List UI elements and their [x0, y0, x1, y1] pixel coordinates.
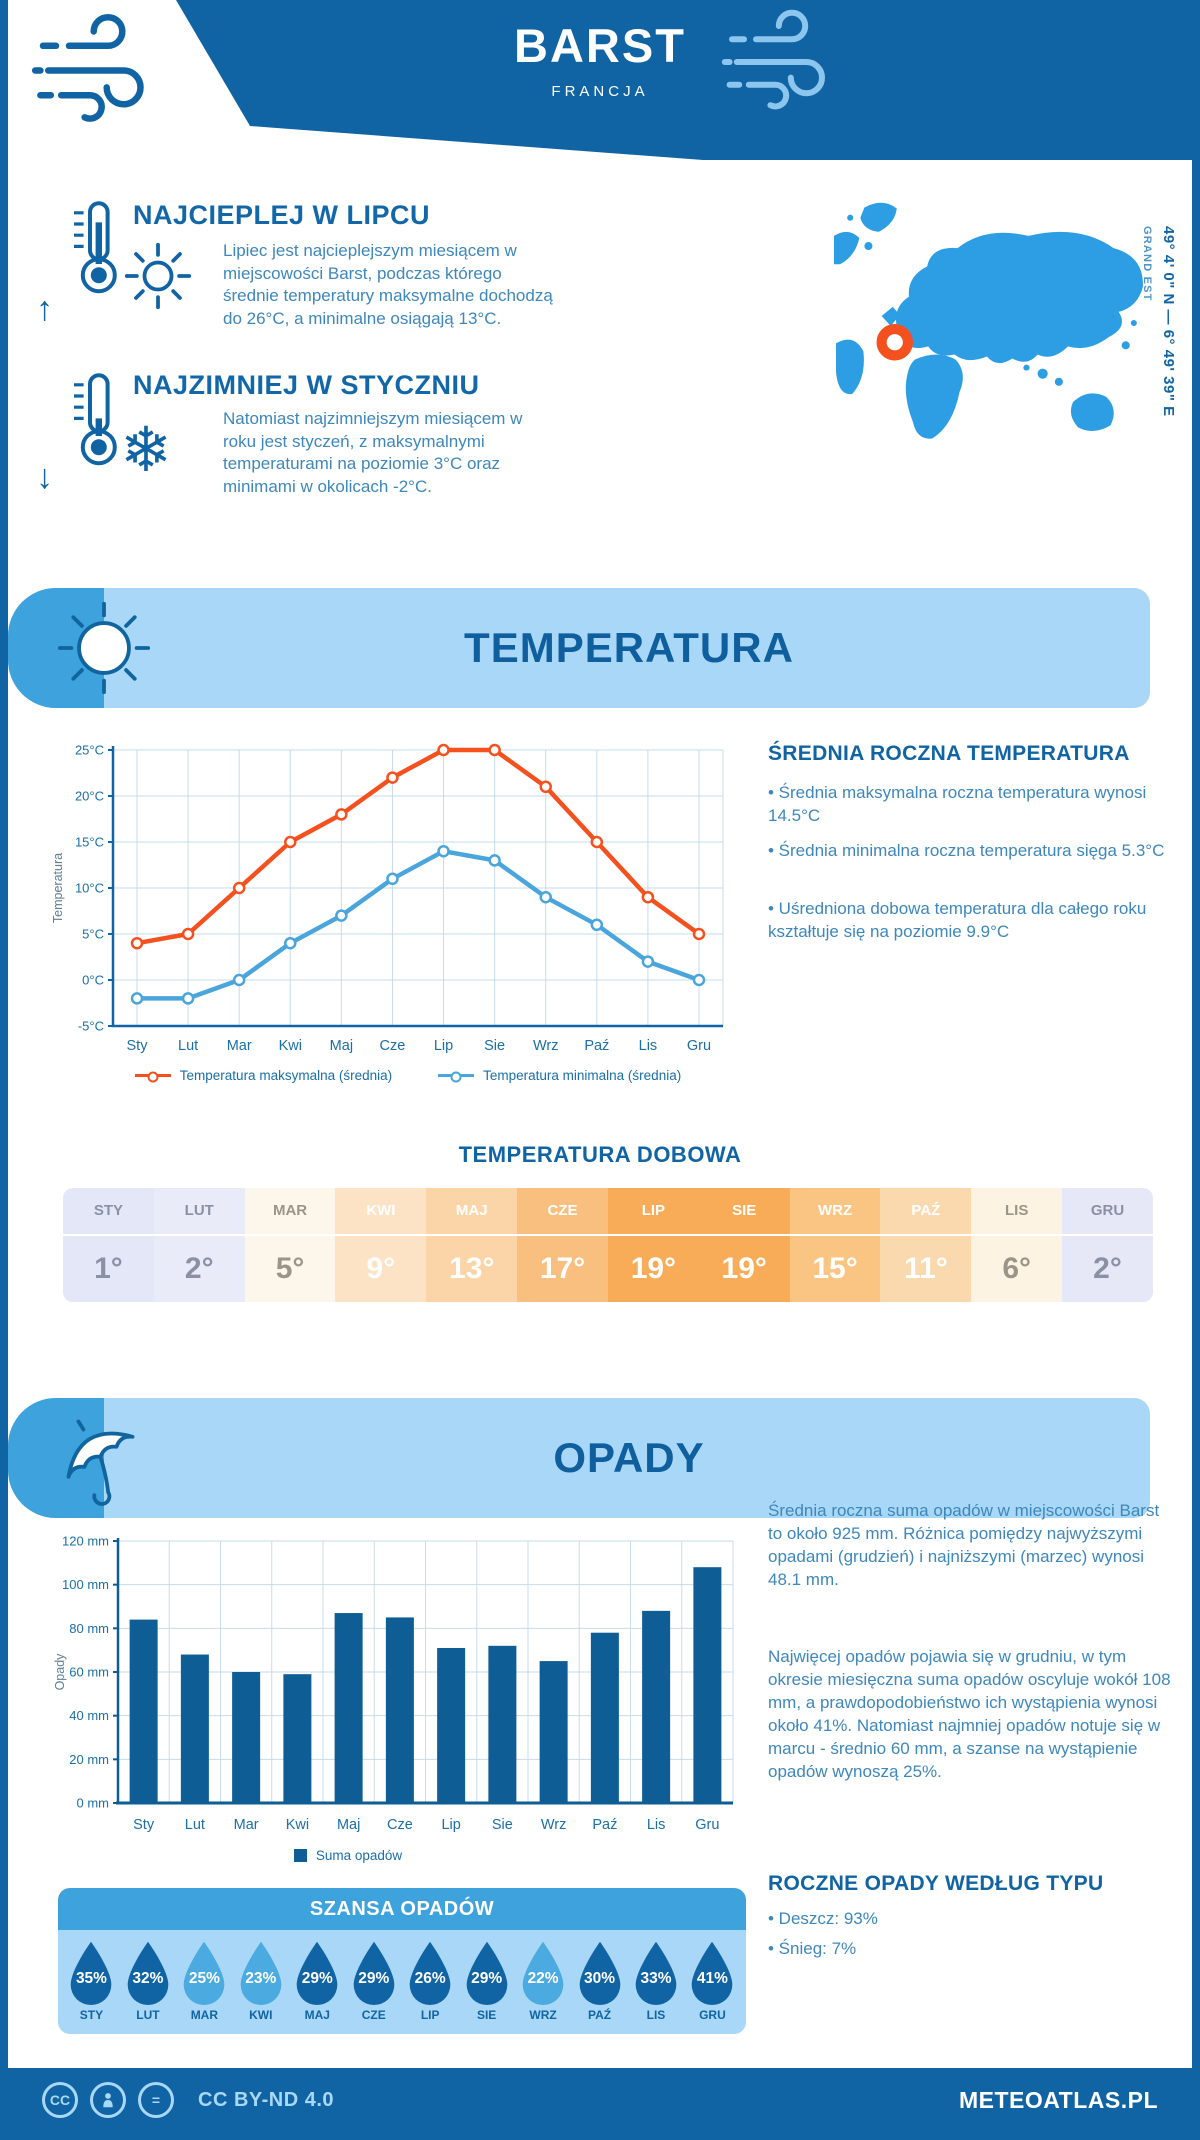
- rain-chance-drop-KWI: [234, 1940, 288, 2024]
- precipitation-paragraph-1: Średnia roczna suma opadów w miejscowości Barst to około 925 mm. Różnica pomiędzy najwyższymi opadami (grudzień) i najniższymi (marzec) wynosi 48.1 mm.: [768, 1501, 1160, 1589]
- warmest-text: Lipiec jest najcieplejszym miesiącem w miejscowości Barst, podczas którego średnie temperatury maksymalne dochodzą do 26°C, a minimalne osiągają 13°C.: [223, 241, 553, 328]
- precipitation-type-snow: • Śnieg: 7%: [768, 1939, 857, 1958]
- rain-chance-panel: [58, 1888, 746, 2034]
- temperature-chart-legend: [48, 1068, 768, 1083]
- x-tick-label: Sty: [126, 1038, 148, 1054]
- svg-text:25°C: 25°C: [74, 742, 104, 758]
- x-tick-label: Lip: [433, 1038, 454, 1054]
- daily-table-value-PAŹ: 11°: [880, 1236, 971, 1302]
- x-tick-label: Gru: [686, 1038, 712, 1054]
- x-tick-label: Paź: [584, 1038, 610, 1054]
- rain-chance-percent: 33%: [640, 1970, 672, 1987]
- legend-item-min: [438, 1068, 681, 1083]
- daily-table-month-WRZ: WRZ: [790, 1188, 881, 1234]
- rain-chance-drop-CZE: [347, 1940, 401, 2024]
- axis-tick-labels: [75, 743, 104, 1034]
- series-line-0: [137, 750, 699, 943]
- daily-table-month-SIE: SIE: [699, 1188, 790, 1234]
- x-tick-label: Kwi: [285, 1817, 310, 1833]
- x-tick-label: Sie: [491, 1817, 513, 1833]
- rain-chance-drop-PAŹ: [573, 1940, 627, 2024]
- coordinates-label: 49° 4' 0" N — 6° 49' 39" E: [1160, 226, 1177, 417]
- annual-temperature-title: ŚREDNIA ROCZNA TEMPERATURA: [768, 742, 1130, 765]
- temperature-section-title: TEMPERATURA: [464, 624, 794, 671]
- cc-icon: CC: [42, 2082, 78, 2118]
- precipitation-chart-legend: [68, 1848, 628, 1863]
- coldest-title: NAJZIMNIEJ W STYCZNIU: [133, 370, 480, 400]
- x-tick-label: Lip: [441, 1817, 461, 1833]
- rain-chance-drops: [58, 1930, 746, 2034]
- rain-chance-percent: 32%: [132, 1970, 164, 1987]
- bar-Maj: [335, 1613, 363, 1803]
- svg-text:15°C: 15°C: [74, 834, 104, 850]
- daily-table-month-LIS: LIS: [971, 1188, 1062, 1234]
- gridlines: [113, 750, 723, 1026]
- warmest-title: NAJCIEPLEJ W LIPCU: [133, 200, 431, 230]
- x-tick-label: Paź: [592, 1817, 618, 1833]
- legend-item-max: [135, 1068, 392, 1083]
- svg-text:10°C: 10°C: [74, 880, 104, 896]
- rain-chance-drop-MAR: [177, 1940, 231, 2024]
- series-line-1: [137, 851, 699, 998]
- daily-table-header-row: [63, 1188, 1153, 1234]
- rain-chance-drop-MAJ: [290, 1940, 344, 2024]
- daily-table-value-CZE: 17°: [517, 1236, 608, 1302]
- rain-chance-month: GRU: [699, 2008, 726, 2022]
- x-tick-label: Lis: [646, 1817, 666, 1833]
- wind-icon: [30, 12, 160, 132]
- bar-Lip: [437, 1648, 465, 1803]
- snowflake-icon: ❄: [120, 416, 172, 485]
- x-tick-label: Lut: [178, 1038, 199, 1054]
- stat-max-annual: • Średnia maksymalna roczna temperatura wynosi 14.5°C: [768, 783, 1147, 825]
- svg-text:5°C: 5°C: [82, 926, 104, 942]
- daily-table-value-MAJ: 13°: [426, 1236, 517, 1302]
- bar-Lut: [181, 1655, 209, 1803]
- y-tick-label: 80 mm: [69, 1620, 109, 1636]
- rain-chance-percent: 22%: [527, 1970, 559, 1987]
- rain-chance-percent: 25%: [188, 1970, 220, 1987]
- rain-chance-month: LIS: [646, 2008, 666, 2022]
- legend-label-min: Temperatura minimalna (średnia): [483, 1068, 682, 1083]
- daily-table-value-LUT: 2°: [154, 1236, 245, 1302]
- bar-Sie: [488, 1646, 516, 1803]
- world-map: [834, 192, 1148, 448]
- rain-chance-drop-WRZ: [516, 1940, 570, 2024]
- rain-chance-month: LUT: [136, 2008, 160, 2022]
- region-label: GRAND EST: [1141, 226, 1153, 302]
- daily-table-month-LUT: LUT: [154, 1188, 245, 1234]
- daily-table-month-GRU: GRU: [1062, 1188, 1153, 1234]
- svg-text:0°C: 0°C: [82, 972, 104, 988]
- site-name: METEOATLAS.PL: [958, 2086, 1158, 2113]
- x-tick-label: Wrz: [540, 1817, 567, 1833]
- rain-chance-percent: 30%: [584, 1970, 616, 1987]
- bar-Kwi: [283, 1674, 311, 1803]
- x-tick-label: Maj: [336, 1817, 361, 1833]
- precipitation-paragraph-2: Najwięcej opadów pojawia się w grudniu, w tym okresie miesięczna suma opadów oscyluje wokół 108 mm, a prawdopodobieństwo ich wystąpienia wynosi około 41%. Natomiast najmniej opadów notuje się w marcu - średnio 60 mm, a szanse na wystąpienie opadów wynoszą 25%.: [768, 1647, 1171, 1781]
- gridlines: [118, 1541, 733, 1803]
- rain-chance-month: MAR: [190, 2008, 219, 2022]
- rain-chance-month: CZE: [361, 2008, 386, 2022]
- daily-table-value-STY: 1°: [63, 1236, 154, 1302]
- page-title: BARST: [514, 19, 686, 72]
- x-tick-label: Lis: [638, 1038, 658, 1054]
- rain-chance-month: MAJ: [304, 2008, 330, 2022]
- x-tick-label: Cze: [386, 1817, 413, 1833]
- location-marker: [882, 329, 908, 355]
- x-tick-label: Maj: [329, 1038, 354, 1054]
- rain-chance-drop-STY: [64, 1940, 118, 2024]
- rain-chance-percent: 29%: [471, 1970, 503, 1987]
- no-derivatives-icon: =: [138, 2082, 174, 2118]
- precipitation-section-title: OPADY: [553, 1434, 705, 1481]
- stat-daily-annual: • Uśredniona dobowa temperatura dla całego roku kształtuje się na poziomie 9.9°C: [768, 899, 1147, 941]
- daily-table-month-MAJ: MAJ: [426, 1188, 517, 1234]
- precipitation-type-rain: • Deszcz: 93%: [768, 1909, 878, 1928]
- temperature-chart: [48, 736, 768, 1066]
- bar-Wrz: [540, 1661, 568, 1803]
- rain-chance-month: WRZ: [529, 2008, 557, 2022]
- x-tick-label: Mar: [233, 1817, 259, 1833]
- legend-label-max: Temperatura maksymalna (średnia): [179, 1068, 393, 1083]
- daily-temperature-table: [63, 1188, 1153, 1302]
- bar-Gru: [693, 1567, 721, 1803]
- bar-Paź: [591, 1633, 619, 1803]
- bar-Mar: [232, 1672, 260, 1803]
- axes: [113, 746, 723, 1026]
- daily-table-month-CZE: CZE: [517, 1188, 608, 1234]
- svg-text:-5°C: -5°C: [77, 1018, 104, 1034]
- x-tick-label: Sie: [484, 1038, 506, 1054]
- rain-chance-percent: 35%: [75, 1970, 107, 1987]
- daily-table-month-MAR: MAR: [245, 1188, 336, 1234]
- sun-icon: [120, 238, 196, 314]
- y-tick-label: 0 mm: [76, 1795, 109, 1811]
- rain-chance-percent: 41%: [696, 1970, 728, 1987]
- rain-chance-month: SIE: [476, 2008, 497, 2022]
- x-tick-label: Lut: [184, 1817, 205, 1833]
- daily-table-value-LIS: 6°: [971, 1236, 1062, 1302]
- x-tick-label: Wrz: [532, 1038, 559, 1054]
- daily-table-value-WRZ: 15°: [790, 1236, 881, 1302]
- rain-chance-percent: 29%: [301, 1970, 333, 1987]
- rain-chance-drop-LIS: [629, 1940, 683, 2024]
- daily-table-value-KWI: 9°: [335, 1236, 426, 1302]
- daily-table-value-GRU: 2°: [1062, 1236, 1153, 1302]
- y-axis-title: Opady: [53, 1653, 67, 1691]
- y-axis-title: Temperatura: [51, 852, 65, 924]
- rain-chance-drop-LIP: [403, 1940, 457, 2024]
- daily-table-month-STY: STY: [63, 1188, 154, 1234]
- bar-Sty: [130, 1620, 158, 1803]
- stat-min-annual: • Średnia minimalna roczna temperatura sięga 5.3°C: [768, 841, 1165, 860]
- x-tick-label: Gru: [695, 1817, 720, 1833]
- rain-chance-percent: 29%: [358, 1970, 390, 1987]
- arrow-up-icon: ↑: [36, 290, 53, 328]
- y-tick-label: 100 mm: [62, 1577, 109, 1593]
- coldest-text: Natomiast najzimniejszym miesiącem w roku jest styczeń, z maksymalnymi temperaturami na poziomie 3°C oraz minimami w okolicach -2°C.: [223, 409, 523, 496]
- rain-chance-percent: 23%: [245, 1970, 277, 1987]
- footer: [8, 2068, 1192, 2132]
- daily-table-month-KWI: KWI: [335, 1188, 426, 1234]
- bar-Lis: [642, 1611, 670, 1803]
- header-titles: [180, 18, 1020, 100]
- y-tick-label: 120 mm: [62, 1533, 109, 1549]
- precipitation-types-title: ROCZNE OPADY WEDŁUG TYPU: [768, 1872, 1104, 1895]
- rain-chance-month: KWI: [249, 2008, 273, 2022]
- precipitation-chart: [50, 1528, 770, 1838]
- rain-chance-drop-LUT: [121, 1940, 175, 2024]
- legend-label-sum: Suma opadów: [315, 1848, 403, 1863]
- daily-table-value-row: [63, 1234, 1153, 1302]
- rain-chance-title: SZANSA OPADÓW: [58, 1888, 746, 1930]
- daily-table-value-MAR: 5°: [245, 1236, 336, 1302]
- y-tick-label: 60 mm: [69, 1664, 109, 1680]
- series-points-0: [132, 745, 704, 948]
- temperature-band: [8, 588, 1150, 708]
- daily-temperature-title: TEMPERATURA DOBOWA: [458, 1142, 742, 1167]
- x-tick-label: Sty: [133, 1817, 155, 1833]
- attribution-person-icon: [90, 2082, 126, 2118]
- daily-table-value-SIE: 19°: [699, 1236, 790, 1302]
- daily-table-value-LIP: 19°: [608, 1236, 699, 1302]
- rain-chance-month: LIP: [420, 2008, 440, 2022]
- legend-swatch-max: [135, 1074, 171, 1077]
- legend-item-sum: [294, 1848, 402, 1863]
- page-subtitle: FRANCJA: [551, 83, 649, 100]
- arrow-down-icon: ↓: [36, 458, 53, 496]
- license-label: CC BY-ND 4.0: [198, 2088, 335, 2111]
- rain-chance-drop-SIE: [460, 1940, 514, 2024]
- rain-chance-drop-GRU: [685, 1940, 739, 2024]
- rain-chance-month: PAŹ: [587, 2008, 612, 2022]
- legend-swatch-min: [438, 1074, 474, 1077]
- rain-chance-percent: 26%: [414, 1970, 446, 1987]
- svg-text:20°C: 20°C: [74, 788, 104, 804]
- y-tick-label: 20 mm: [69, 1751, 109, 1767]
- bar-Cze: [386, 1617, 414, 1803]
- continents: [834, 203, 1143, 439]
- daily-table-month-LIP: LIP: [608, 1188, 699, 1234]
- x-tick-label: Cze: [379, 1038, 406, 1054]
- x-tick-label: Mar: [226, 1038, 252, 1054]
- y-tick-label: 40 mm: [69, 1708, 109, 1724]
- rain-chance-month: STY: [79, 2008, 104, 2022]
- x-tick-label: Kwi: [278, 1038, 302, 1054]
- legend-swatch-sum: [294, 1849, 307, 1862]
- daily-table-month-PAŹ: PAŹ: [880, 1188, 971, 1234]
